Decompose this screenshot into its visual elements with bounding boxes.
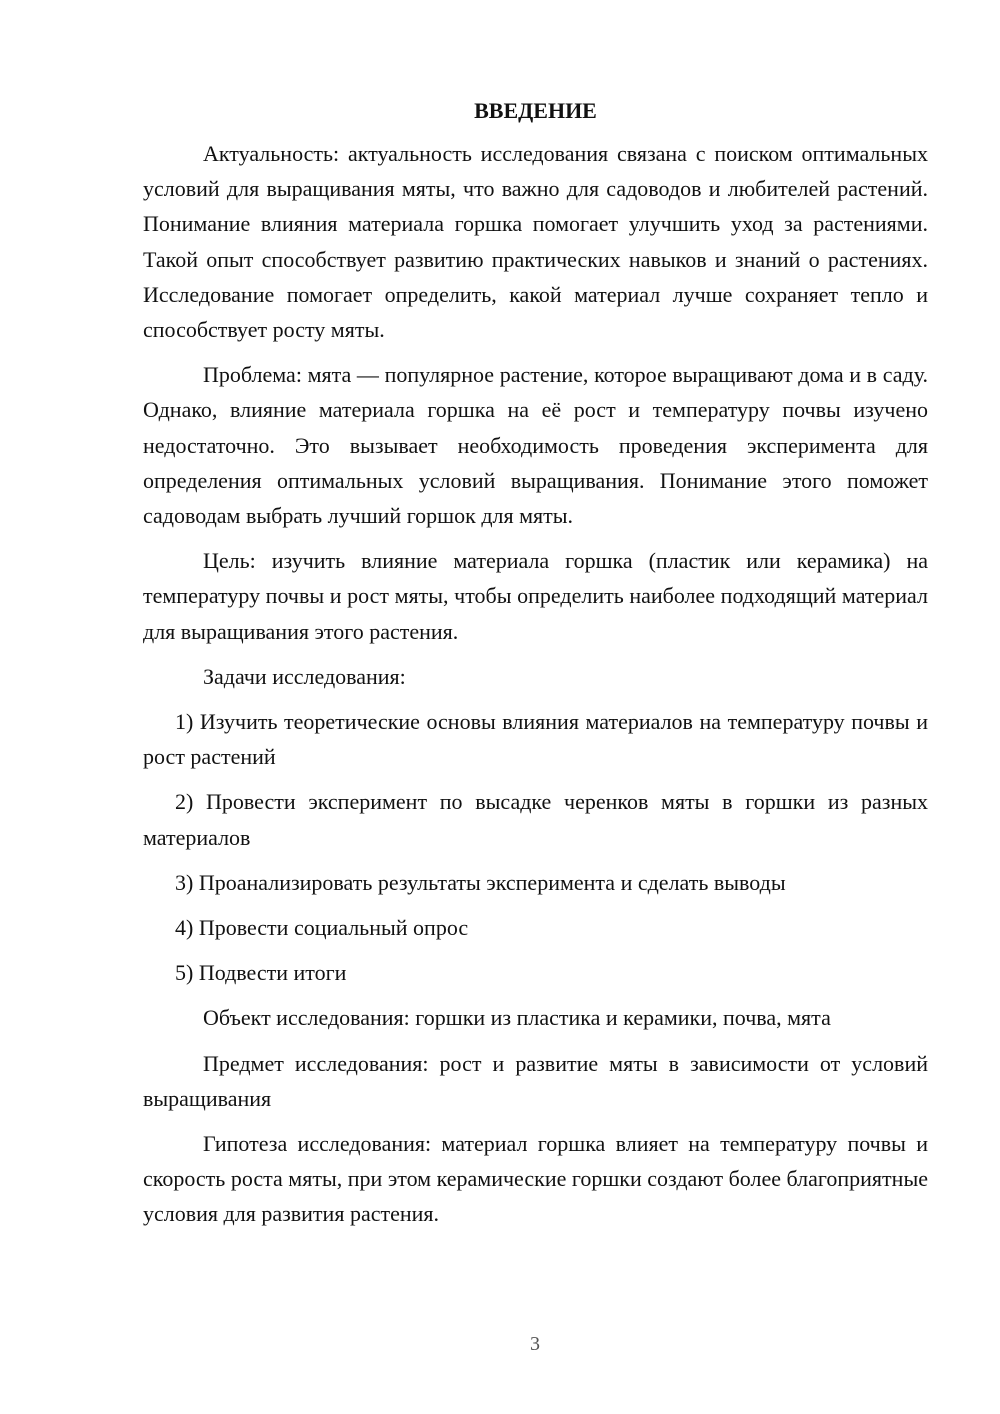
- page-content: [143, 96, 928, 1242]
- paragraph-object: Объект исследования: горшки из пластика и керамики, почва, мята: [203, 1005, 831, 1031]
- page-number: 3: [530, 1333, 540, 1355]
- task-item-4: 4) Провести социальный опрос: [175, 915, 469, 941]
- task-item-1: 1) Изучить теоретические основы влияния материалов на температуру почвы и рост растений: [143, 709, 928, 770]
- paragraph-tasks-heading: Задачи исследования:: [203, 663, 406, 689]
- paragraph-relevance: Актуальность: актуальность исследования связана с поиском оптимальных условий для выращивания мяты, что важно для садоводов и любителей растений. Понимание влияния материала горшка помогает улучшить уход за растениями. Такой опыт способствует развитию практических навыков и знаний о растениях. Исследование помогает определить, какой материал лучше сохраняет тепло и способствует росту мяты.: [143, 141, 928, 343]
- task-item-3: 3) Проанализировать результаты эксперимента и сделать выводы: [175, 869, 786, 895]
- paragraph-subject: Предмет исследования: рост и развитие мяты в зависимости от условий выращивания: [143, 1050, 928, 1111]
- paragraph-goal: Цель: изучить влияние материала горшка (пластик или керамика) на температуру почвы и рост мяты, чтобы определить наиболее подходящий материал для выращивания этого растения.: [143, 548, 928, 644]
- paragraph-hypothesis: Гипотеза исследования: материал горшка влияет на температуру почвы и скорость роста мяты, при этом керамические горшки создают более благоприятные условия для развития растения.: [143, 1131, 928, 1227]
- paragraph-problem: Проблема: мята — популярное растение, которое выращивают дома и в саду. Однако, влияние материала горшка на её рост и температуру почвы изучено недостаточно. Это вызывает необходимость проведения эксперимента для определения оптимальных условий выращивания. Понимание этого поможет садоводам выбрать лучший горшок для мяты.: [143, 362, 928, 529]
- task-item-2: 2) Провести эксперимент по высадке черенков мяты в горшки из разных материалов: [143, 789, 928, 850]
- page-title: ВВЕДЕНИЕ: [474, 98, 597, 123]
- task-item-5: 5) Подвести итоги: [175, 960, 347, 986]
